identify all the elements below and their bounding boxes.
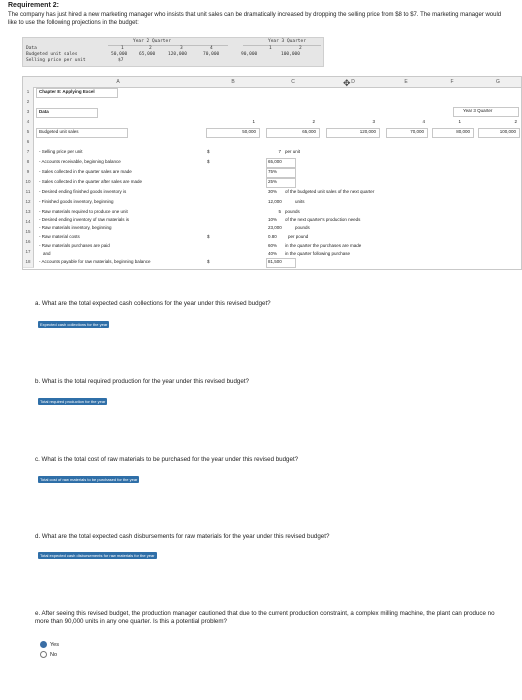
param-note: of the budgeted unit sales of the next quarter <box>285 189 375 194</box>
sales-value: 50,000 <box>242 129 256 134</box>
param-note: per pound <box>288 234 309 239</box>
row-header[interactable]: 11 <box>23 187 34 198</box>
column-header[interactable]: D <box>323 77 384 88</box>
row-header[interactable]: 9 <box>23 167 34 178</box>
param-value: 25% <box>268 179 278 184</box>
budgeted-unit-sales-label: Budgeted unit sales <box>39 129 79 134</box>
param-label: - Finished goods inventory, beginning <box>39 199 114 204</box>
column-header[interactable]: F <box>429 77 476 88</box>
question-a: a. What are the total expected cash collections for the year under this revised budget? <box>35 300 271 307</box>
row-header[interactable]: 18 <box>23 257 34 268</box>
question-e: e. After seeing this revised budget, the production manager cautioned that due to the current production constraint, a complex milling machine, the plant can produce no more than 90,000 units in any one quarter. Is this a potential problem? <box>35 610 495 625</box>
row-header[interactable]: 5 <box>23 127 34 138</box>
param-note: per unit <box>285 149 301 154</box>
param-value: 65,000 <box>268 159 282 164</box>
row-header[interactable]: 12 <box>23 197 34 208</box>
data-label: Data <box>39 109 49 114</box>
mini-value: 100,000 <box>281 52 300 57</box>
requirement-text: The company has just hired a new marketing manager who insists that unit sales can be dramatically increased by dropping the selling price from $8 to $7. The marketing manager would like to use the following projections in the budget: <box>8 12 502 26</box>
param-value: 23,000 <box>268 225 282 230</box>
param-label: - Raw materials inventory, beginning <box>39 225 112 230</box>
param-value: 0.80 <box>268 234 277 239</box>
spreadsheet <box>22 76 522 270</box>
option-yes[interactable] <box>40 641 59 648</box>
param-note: in the quarter the purchases are made <box>285 243 362 248</box>
dollar-sign: $ <box>207 159 210 164</box>
param-label: - Raw materials required to produce one unit <box>39 209 128 214</box>
option-no[interactable] <box>40 651 57 658</box>
sales-value: 70,000 <box>410 129 424 134</box>
row-header[interactable]: 13 <box>23 207 34 218</box>
answer-label-d: Total expected cash disbursements for raw materials for the year <box>40 553 155 558</box>
column-header[interactable]: C <box>263 77 324 88</box>
mini-row-label: Data <box>26 46 37 51</box>
projection-table <box>22 37 324 67</box>
param-note: pounds <box>285 209 300 214</box>
requirement-title: Requirement 2: <box>8 2 59 9</box>
option-yes-label: Yes <box>50 641 59 648</box>
radio-selected-icon[interactable] <box>40 641 47 648</box>
param-label: - Sales collected in the quarter after sales are made <box>39 179 143 184</box>
q-header: 1 <box>121 46 124 51</box>
row-header[interactable]: 6 <box>23 137 34 148</box>
question-b: b. What is the total required production for the year under this revised budget? <box>35 378 249 385</box>
quarter-number: 4 <box>422 119 425 124</box>
column-header[interactable]: A <box>33 77 204 88</box>
param-value: 12,000 <box>268 199 282 204</box>
param-note: units <box>295 199 305 204</box>
sales-value: 120,000 <box>359 129 376 134</box>
option-no-label: No <box>50 651 58 658</box>
quarter-number: 2 <box>514 119 517 124</box>
mini-value: 70,000 <box>203 52 220 57</box>
year3-quarter-label: Year 3 Quarter <box>463 108 493 113</box>
param-value: 81,500 <box>268 259 282 264</box>
param-label: - Raw material costs <box>39 234 80 239</box>
q-header: 3 <box>180 46 183 51</box>
answer-label-a: Expected cash collections for the year <box>40 322 108 327</box>
row-header[interactable]: 8 <box>23 157 34 168</box>
row-header[interactable]: 7 <box>23 147 34 158</box>
param-value: 40% <box>268 251 278 256</box>
radio-icon[interactable] <box>40 651 47 658</box>
param-label: and <box>43 251 51 256</box>
q-header: 2 <box>149 46 152 51</box>
param-label: - Desired ending finished goods inventory is <box>39 189 127 194</box>
question-d: d. What are the total expected cash disbursements for raw materials for the year under this revised budget? <box>35 533 330 540</box>
move-cursor-icon: ✥ <box>343 78 351 88</box>
param-label: - Accounts payable for raw materials, beginning balance <box>39 259 151 264</box>
question-c: c. What is the total cost of raw materials to be purchased for the year under this revised budget? <box>35 456 299 463</box>
q-header: 4 <box>210 46 213 51</box>
quarter-number: 2 <box>312 119 315 124</box>
param-value: 30% <box>268 189 278 194</box>
q-header: 2 <box>299 46 302 51</box>
sales-value: 65,000 <box>302 129 316 134</box>
mini-row-label: Budgeted unit sales <box>26 52 78 57</box>
mini-value: $7 <box>118 58 124 63</box>
row-header[interactable]: 14 <box>23 217 34 228</box>
quarter-number: 3 <box>372 119 375 124</box>
mini-value: 50,000 <box>111 52 128 57</box>
mini-row-label: Selling price per unit <box>26 58 86 63</box>
mini-value: 120,000 <box>168 52 187 57</box>
dollar-sign: $ <box>207 259 210 264</box>
row-header[interactable]: 10 <box>23 177 34 188</box>
param-value: 75% <box>268 169 278 174</box>
answer-label-c: Total cost of raw materials to be purchased for the year <box>40 477 138 482</box>
column-header[interactable]: B <box>203 77 264 88</box>
param-value: 7 <box>278 149 281 154</box>
param-label: - Desired ending inventory of raw materials is <box>39 217 130 222</box>
dollar-sign: $ <box>207 149 210 154</box>
param-label: - Raw materials purchases are paid <box>39 243 110 248</box>
sheet-title: Chapter 8: Applying Excel <box>39 89 95 94</box>
sales-value: 100,000 <box>499 129 516 134</box>
param-label: - Selling price per unit <box>39 149 83 154</box>
param-note: of the next quarter's production needs <box>285 217 361 222</box>
param-value: 60% <box>268 243 278 248</box>
row-header[interactable]: 17 <box>23 247 34 258</box>
dollar-sign: $ <box>207 234 210 239</box>
param-note: pounds <box>295 225 310 230</box>
row-header[interactable]: 2 <box>23 97 34 108</box>
row-header[interactable]: 1 <box>23 87 34 98</box>
year2-quarter-header: Year 2 Quarter <box>133 39 171 44</box>
column-header[interactable]: E <box>383 77 430 88</box>
row-header[interactable]: 3 <box>23 107 34 118</box>
row-header[interactable]: 15 <box>23 227 34 238</box>
quarter-number: 1 <box>252 119 255 124</box>
row-header[interactable]: 16 <box>23 237 34 248</box>
column-header[interactable]: G <box>475 77 522 88</box>
sales-value: 80,000 <box>456 129 470 134</box>
year3-quarter-header: Year 3 Quarter <box>268 39 306 44</box>
mini-value: 90,000 <box>241 52 258 57</box>
param-label: - Sales collected in the quarter sales are made <box>39 169 132 174</box>
param-value: 10% <box>268 217 278 222</box>
param-label: - Accounts receivable, beginning balance <box>39 159 121 164</box>
answer-label-b: Total required production for the year <box>40 399 106 404</box>
param-value: 5 <box>278 209 281 214</box>
quarter-number: 1 <box>458 119 461 124</box>
q-header: 1 <box>269 46 272 51</box>
param-note: in the quarter following purchase <box>285 251 351 256</box>
row-header[interactable]: 4 <box>23 117 34 128</box>
mini-value: 65,000 <box>139 52 156 57</box>
